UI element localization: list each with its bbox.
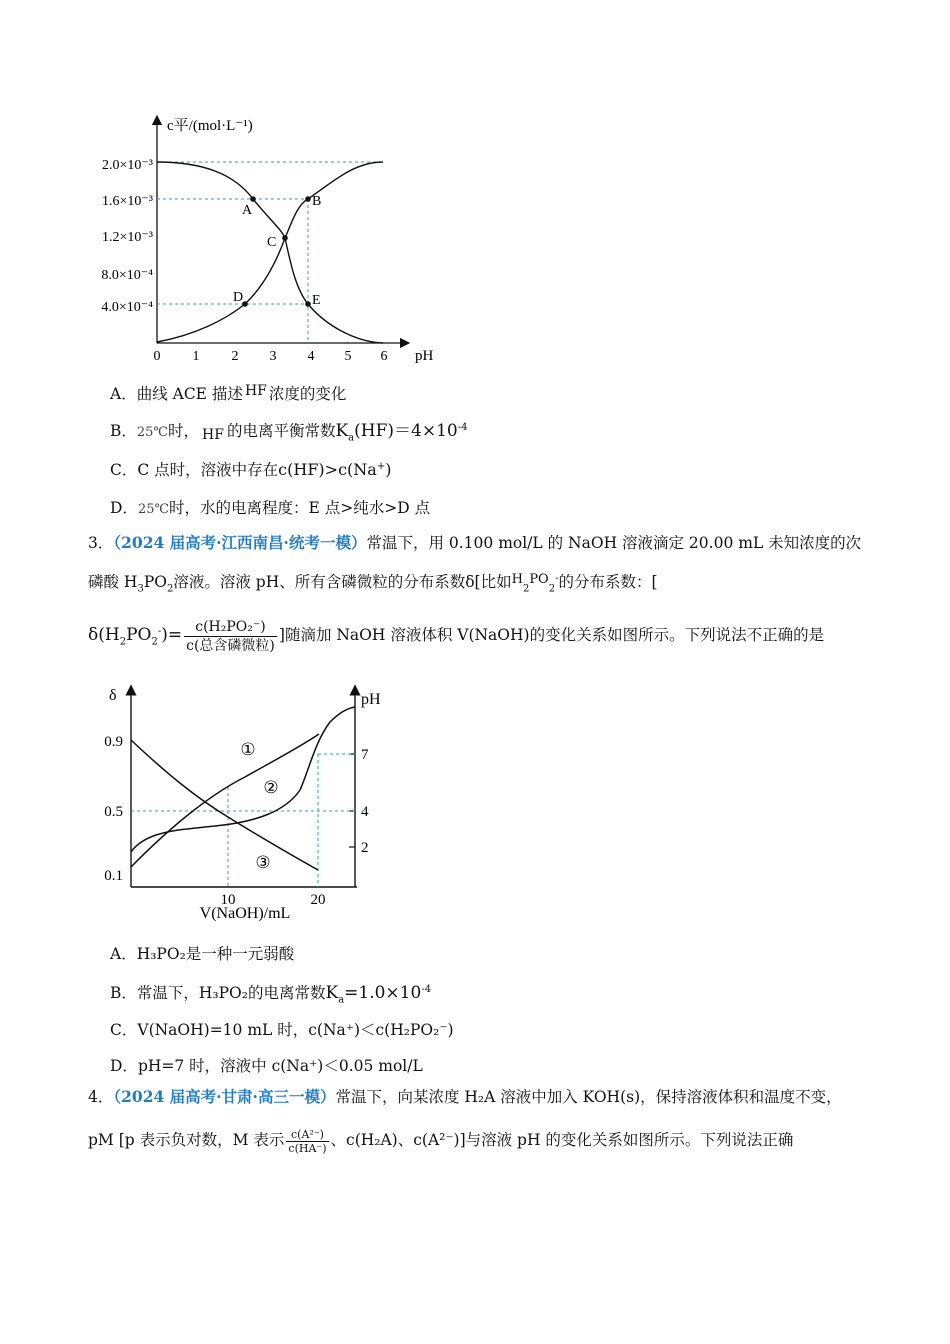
q4-source: （2024 届高考·甘肃·高三一模）: [113, 1087, 336, 1106]
point-b: [305, 196, 311, 202]
point-e: [305, 301, 311, 307]
q3-line3: $\delta(H_2PO_2^-)=$ $\frac{\text{c(H₂PO₂⁻)}}{\text{c(总含磷微粒)}}$ ]随滴加 NaOH 溶液体积 V(NaOH)的变化关系如图所示。下列说法不正确的是: [88, 618, 825, 654]
right-tick: 7: [361, 747, 369, 763]
x-tick: 2: [231, 349, 239, 364]
right-tick: 4: [361, 804, 369, 820]
y-tick: 8.0×10⁻⁴: [101, 268, 153, 283]
y-tick: 2.0×10⁻³: [102, 158, 153, 173]
chart-titration: [95, 682, 415, 922]
pm-fraction: $\frac{\text{c(A²⁻)}}{c(HA^-)}$: [288, 1127, 327, 1155]
right-axis-title: pH: [361, 691, 381, 708]
x-axis-title: V(NaOH)/mL: [199, 905, 291, 922]
curve-dcb: [157, 162, 383, 342]
chart-hf-concentration: [85, 110, 434, 370]
option-q2-b: B．25℃时， HF 的电离平衡常数$K_a(HF)=4\times 10^{-4}$: [110, 421, 468, 444]
q3-source: （2024 届高考·江西南昌·统考一模）: [113, 533, 367, 552]
point-label: D: [233, 290, 244, 305]
curve-label: ②: [263, 778, 279, 797]
option-q3-b: B．常温下，H₃PO₂的电离常数$K_a=1.0\times 10^{-4}$: [110, 983, 432, 1006]
y-tick: 4.0×10⁻⁴: [101, 300, 153, 315]
point-label: C: [267, 235, 277, 250]
point-a: [250, 196, 256, 202]
x-axis-title: pH: [415, 348, 434, 364]
left-tick: 0.1: [104, 868, 123, 884]
x-tick: 6: [380, 349, 388, 364]
option-q2-c: C．C 点时，溶液中存在c(HF)>c(Na+): [110, 460, 392, 480]
option-q3-d: D．pH=7 时，溶液中 c(Na⁺)＜0.05 mol/L: [110, 1057, 423, 1075]
y-tick: 1.2×10⁻³: [102, 230, 153, 245]
x-tick: 10: [220, 892, 236, 908]
curve-label: ③: [255, 853, 271, 872]
x-tick: 1: [192, 349, 200, 364]
option-q3-a: A．H₃PO₂是一种一元弱酸: [110, 945, 295, 963]
x-tick: 20: [310, 892, 326, 908]
right-tick: 2: [361, 840, 369, 856]
point-label: B: [312, 194, 322, 209]
x-tick: 4: [307, 349, 315, 364]
y-tick: 1.6×10⁻³: [102, 194, 153, 209]
y-axis-title: c平/(mol·L⁻¹): [167, 118, 253, 134]
option-q3-c: C．V(NaOH)=10 mL 时，c(Na⁺)＜c(H₂PO₂⁻): [110, 1021, 454, 1039]
point-label: A: [242, 203, 253, 218]
point-label: E: [312, 293, 321, 308]
x-tick: 0: [153, 349, 161, 364]
q3-line1: 3．（2024 届高考·江西南昌·统考一模）常温下，用 0.100 mol/L 的 NaOH 溶液滴定 20.00 mL 未知浓度的次: [88, 533, 862, 552]
x-tick: 3: [269, 349, 277, 364]
q3-line2: 磷酸 $H_3PO_2$溶液。溶液 pH、所有含磷微粒的分布系数δ[比如$^H_2^{PO}_2$-的分布系数：[: [88, 572, 658, 595]
q4-line1: 4．（2024 届高考·甘肃·高三一模）常温下，向某浓度 H₂A 溶液中加入 KOH(s)，保持溶液体积和温度不变，: [88, 1087, 842, 1106]
left-tick: 0.9: [104, 734, 123, 750]
curve-3: [131, 740, 318, 870]
left-axis-title: δ: [109, 687, 117, 704]
delta-fraction: $\frac{\text{c(H₂PO₂⁻)}}{\text{c(总含磷微粒)}}$: [186, 618, 275, 654]
curve-2: [131, 707, 355, 852]
option-q2-d: D．25℃时，水的电离程度：E 点>纯水>D 点: [110, 499, 431, 517]
option-q2-a: A．曲线 ACE 描述 HF 浓度的变化: [110, 383, 347, 403]
left-tick: 0.5: [104, 804, 123, 820]
curve-ace: [157, 162, 383, 343]
q4-line2: pM [p 表示负对数，M 表示 $\frac{\text{c(A²⁻)}}{c(HA^-)}$ 、c(H₂A)、c(A²⁻)]与溶液 pH 的变化关系如图所示。下列说法正确: [88, 1127, 794, 1155]
curve-label: ①: [240, 740, 256, 759]
x-tick: 5: [344, 349, 352, 364]
point-c: [282, 235, 288, 241]
